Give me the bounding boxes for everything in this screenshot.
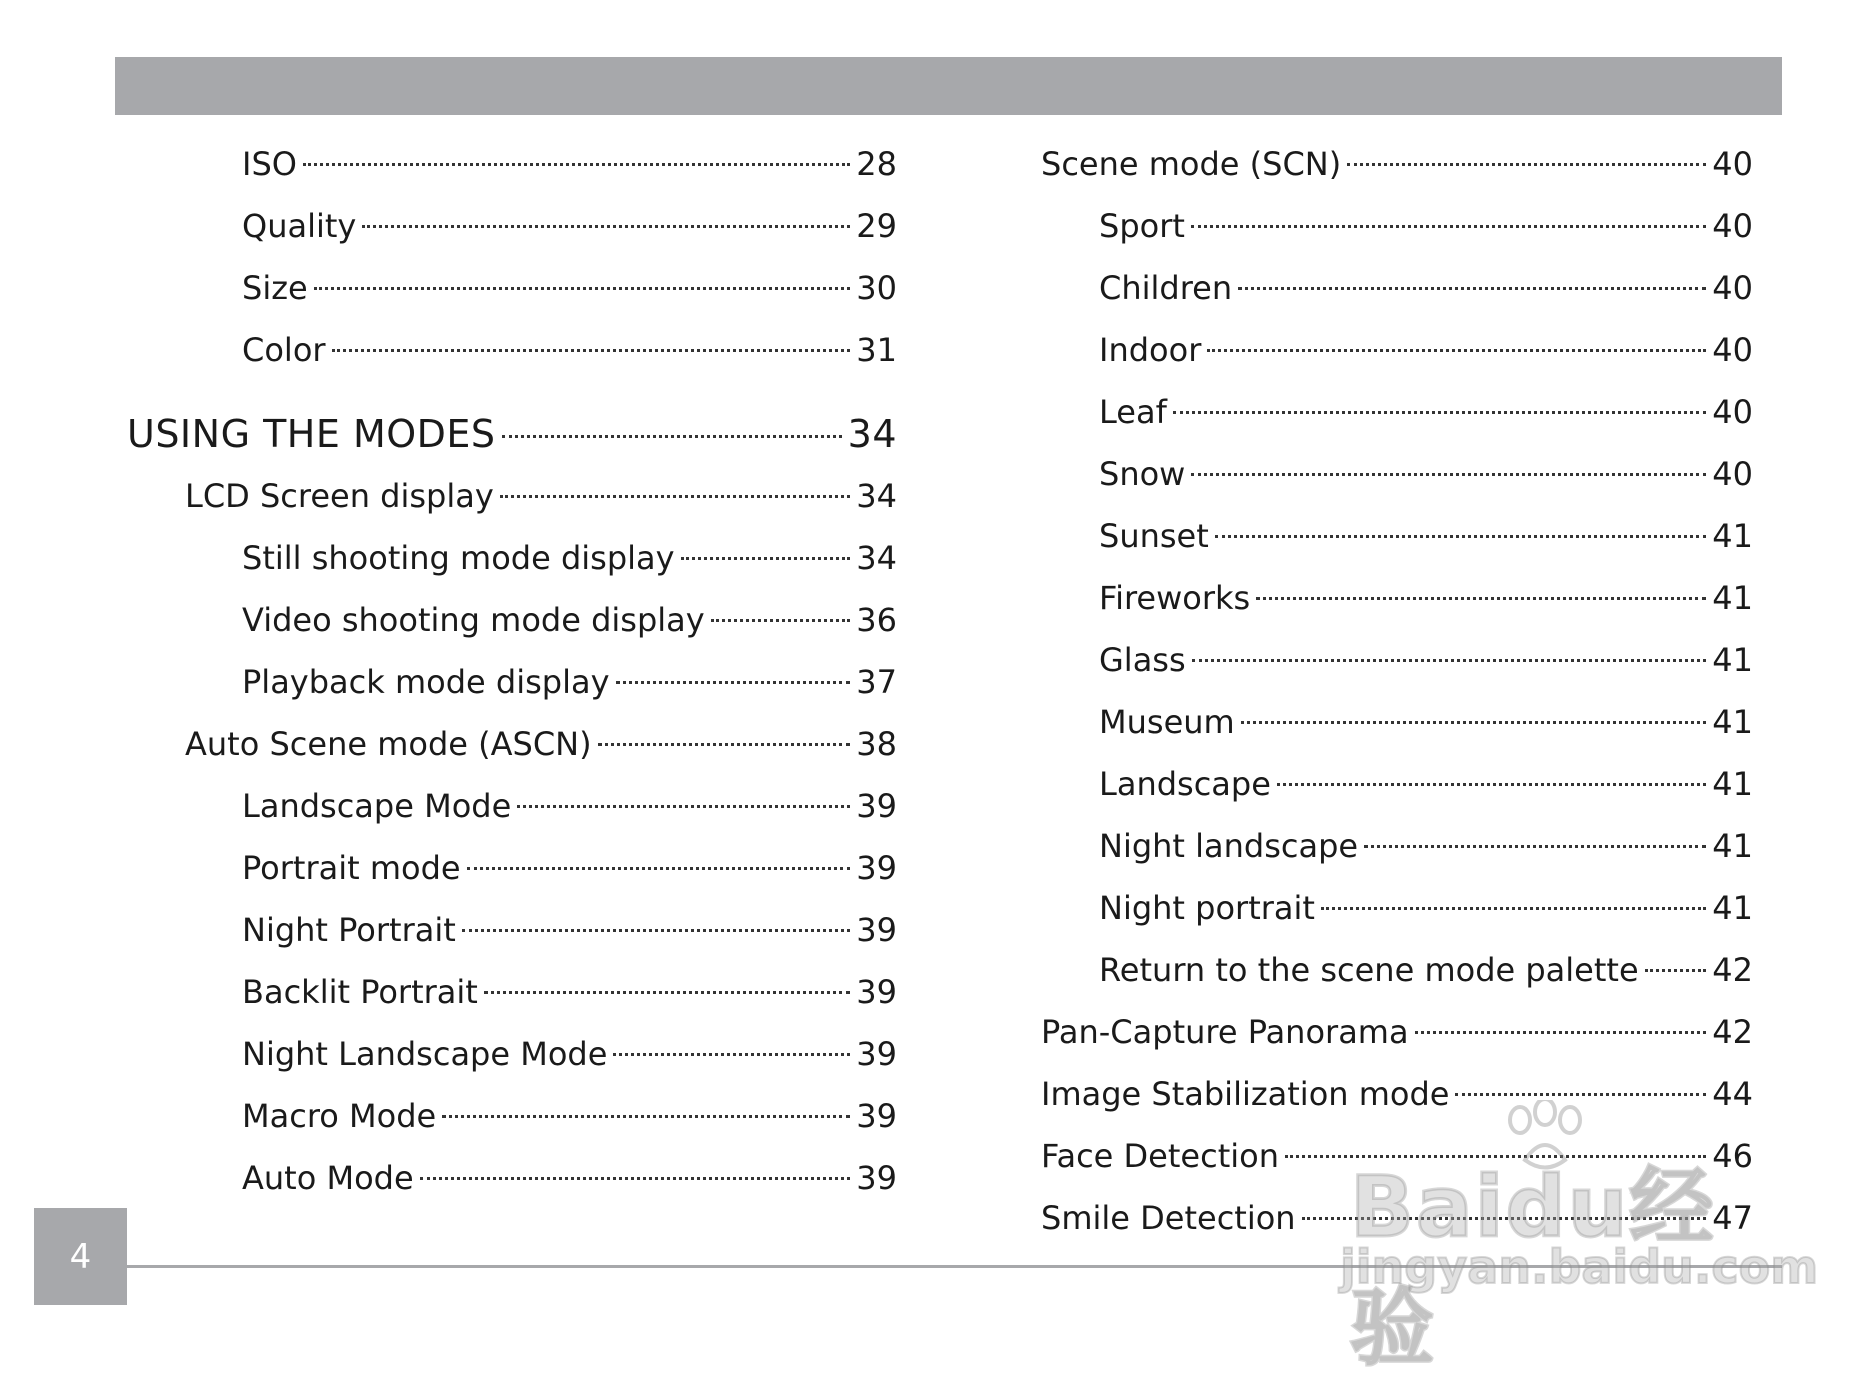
- toc-entry[interactable]: [127, 906, 897, 968]
- toc-entry-label: Leaf: [1099, 393, 1167, 431]
- toc-entry-label: Auto Scene mode (ASCN): [185, 725, 592, 763]
- toc-dot-leader: [1207, 349, 1706, 352]
- toc-dot-leader: [1302, 1217, 1707, 1220]
- toc-section-heading[interactable]: [127, 406, 897, 472]
- toc-entry[interactable]: [1041, 760, 1753, 822]
- toc-entry-label: USING THE MODES: [127, 412, 496, 456]
- toc-entry-page: 39: [856, 787, 897, 825]
- toc-entry-page: 38: [856, 725, 897, 763]
- toc-entry[interactable]: [1041, 140, 1753, 202]
- toc-dot-leader: [681, 557, 851, 560]
- toc-entry-label: Backlit Portrait: [242, 973, 478, 1011]
- toc-entry-page: 40: [1712, 393, 1753, 431]
- toc-entry[interactable]: [127, 1092, 897, 1154]
- toc-entry-page: 41: [1712, 765, 1753, 803]
- toc-entry-label: Night Portrait: [242, 911, 456, 949]
- toc-entry[interactable]: [1041, 574, 1753, 636]
- toc-dot-leader: [1347, 163, 1706, 166]
- toc-dot-leader: [1455, 1093, 1706, 1096]
- toc-dot-leader: [598, 743, 851, 746]
- toc-right-column: [1041, 140, 1753, 1256]
- toc-entry[interactable]: [1041, 1194, 1753, 1256]
- toc-entry-label: Return to the scene mode palette: [1099, 951, 1639, 989]
- toc-dot-leader: [517, 805, 850, 808]
- toc-entry-label: Face Detection: [1041, 1137, 1279, 1175]
- toc-dot-leader: [462, 929, 851, 932]
- toc-entry-label: Macro Mode: [242, 1097, 437, 1135]
- toc-entry-page: 40: [1712, 207, 1753, 245]
- toc-entry-label: Still shooting mode display: [242, 539, 675, 577]
- toc-entry-label: Scene mode (SCN): [1041, 145, 1342, 183]
- toc-dot-leader: [362, 225, 850, 228]
- toc-entry[interactable]: [127, 264, 897, 326]
- toc-dot-leader: [442, 1115, 850, 1118]
- toc-dot-leader: [314, 287, 851, 290]
- toc-dot-leader: [1285, 1155, 1706, 1158]
- toc-entry-label: Fireworks: [1099, 579, 1251, 617]
- toc-left-column: [127, 140, 897, 1216]
- toc-dot-leader: [1415, 1031, 1707, 1034]
- toc-entry-page: 41: [1712, 641, 1753, 679]
- toc-entry[interactable]: [127, 472, 897, 534]
- footer-rule: [127, 1265, 1782, 1268]
- toc-entry[interactable]: [1041, 698, 1753, 760]
- toc-entry-page: 44: [1712, 1075, 1753, 1113]
- toc-entry-label: Portrait mode: [242, 849, 461, 887]
- toc-entry-page: 40: [1712, 145, 1753, 183]
- toc-entry[interactable]: [1041, 450, 1753, 512]
- toc-entry[interactable]: [127, 658, 897, 720]
- toc-entry-page: 39: [856, 849, 897, 887]
- watermark-main-text: Baidu经验: [1350, 1158, 1716, 1377]
- toc-dot-leader: [1277, 783, 1706, 786]
- toc-entry-label: Sunset: [1099, 517, 1209, 555]
- toc-entry[interactable]: [1041, 388, 1753, 450]
- toc-dot-leader: [616, 681, 851, 684]
- toc-entry-label: Quality: [242, 207, 357, 245]
- toc-entry[interactable]: [127, 1154, 897, 1216]
- toc-entry[interactable]: [127, 596, 897, 658]
- toc-entry-label: Pan-Capture Panorama: [1041, 1013, 1409, 1051]
- toc-entry-label: Smile Detection: [1041, 1199, 1296, 1237]
- toc-entry-page: 41: [1712, 827, 1753, 865]
- toc-entry-label: Image Stabilization mode: [1041, 1075, 1450, 1113]
- toc-entry-page: 39: [856, 911, 897, 949]
- toc-entry-label: Night landscape: [1099, 827, 1359, 865]
- toc-dot-leader: [1191, 473, 1706, 476]
- header-bar: [115, 57, 1782, 115]
- toc-dot-leader: [467, 867, 851, 870]
- toc-dot-leader: [1192, 659, 1707, 662]
- toc-entry[interactable]: [127, 140, 897, 202]
- toc-dot-leader: [1191, 225, 1706, 228]
- toc-entry-label: Night portrait: [1099, 889, 1315, 927]
- toc-entry-page: 36: [856, 601, 897, 639]
- toc-entry-label: Snow: [1099, 455, 1186, 493]
- toc-entry-label: Color: [242, 331, 326, 369]
- toc-entry-label: ISO: [242, 145, 297, 183]
- toc-entry-page: 34: [856, 539, 897, 577]
- toc-entry-page: 30: [856, 269, 897, 307]
- toc-entry[interactable]: [127, 1030, 897, 1092]
- toc-entry[interactable]: [127, 326, 897, 388]
- toc-entry[interactable]: [127, 782, 897, 844]
- toc-dot-leader: [1645, 969, 1707, 972]
- toc-entry[interactable]: [127, 968, 897, 1030]
- toc-entry-page: 41: [1712, 579, 1753, 617]
- toc-entry-label: Landscape: [1099, 765, 1271, 803]
- toc-entry-label: Indoor: [1099, 331, 1202, 369]
- toc-entry[interactable]: [1041, 1070, 1753, 1132]
- toc-entry-label: Museum: [1099, 703, 1235, 741]
- toc-entry[interactable]: [1041, 1008, 1753, 1070]
- toc-entry-page: 31: [856, 331, 897, 369]
- toc-entry-label: Night Landscape Mode: [242, 1035, 608, 1073]
- toc-entry[interactable]: [1041, 946, 1753, 1008]
- toc-entry[interactable]: [1041, 1132, 1753, 1194]
- toc-entry-label: Size: [242, 269, 308, 307]
- toc-entry-page: 39: [856, 1159, 897, 1197]
- toc-dot-leader: [484, 991, 850, 994]
- toc-dot-leader: [500, 495, 850, 498]
- toc-entry-page: 40: [1712, 455, 1753, 493]
- toc-entry-label: Video shooting mode display: [242, 601, 705, 639]
- toc-entry-page: 29: [856, 207, 897, 245]
- toc-dot-leader: [332, 349, 851, 352]
- toc-entry[interactable]: [127, 720, 897, 782]
- toc-entry[interactable]: [1041, 264, 1753, 326]
- toc-entry-page: 41: [1712, 703, 1753, 741]
- toc-entry[interactable]: [1041, 884, 1753, 946]
- toc-dot-leader: [1321, 907, 1706, 910]
- toc-dot-leader: [711, 619, 851, 622]
- toc-dot-leader: [1173, 411, 1706, 414]
- toc-entry-page: 42: [1712, 951, 1753, 989]
- toc-entry-page: 39: [856, 973, 897, 1011]
- toc-entry-page: 41: [1712, 889, 1753, 927]
- toc-entry[interactable]: [1041, 202, 1753, 264]
- watermark-sub-text: jingyan.baidu.com: [1340, 1240, 1819, 1294]
- toc-dot-leader: [1241, 721, 1707, 724]
- toc-dot-leader: [1215, 535, 1707, 538]
- toc-entry-label: Auto Mode: [242, 1159, 414, 1197]
- toc-entry-label: Playback mode display: [242, 663, 610, 701]
- toc-entry[interactable]: [1041, 326, 1753, 388]
- toc-entry-page: 40: [1712, 269, 1753, 307]
- page-number: 4: [34, 1208, 127, 1305]
- toc-entry-label: Children: [1099, 269, 1233, 307]
- toc-entry[interactable]: [127, 844, 897, 906]
- toc-entry-page: 41: [1712, 517, 1753, 555]
- toc-dot-leader: [1364, 845, 1706, 848]
- toc-dot-leader: [420, 1177, 851, 1180]
- toc-entry-page: 39: [856, 1035, 897, 1073]
- toc-entry[interactable]: [1041, 512, 1753, 574]
- toc-entry[interactable]: [127, 534, 897, 596]
- toc-entry[interactable]: [127, 202, 897, 264]
- toc-dot-leader: [1256, 597, 1706, 600]
- toc-dot-leader: [303, 163, 850, 166]
- toc-entry-page: 34: [856, 477, 897, 515]
- toc-entry-label: Glass: [1099, 641, 1186, 679]
- toc-entry-page: 46: [1712, 1137, 1753, 1175]
- toc-entry[interactable]: [1041, 636, 1753, 698]
- toc-entry-page: 37: [856, 663, 897, 701]
- toc-entry-page: 34: [847, 412, 897, 456]
- toc-dot-leader: [1238, 287, 1706, 290]
- toc-entry-page: 28: [856, 145, 897, 183]
- toc-dot-leader: [613, 1053, 850, 1056]
- toc-entry-label: Landscape Mode: [242, 787, 512, 825]
- toc-entry-page: 42: [1712, 1013, 1753, 1051]
- toc-entry-page: 39: [856, 1097, 897, 1135]
- toc-entry[interactable]: [1041, 822, 1753, 884]
- toc-dot-leader: [502, 435, 842, 438]
- toc-entry-page: 47: [1712, 1199, 1753, 1237]
- toc-entry-label: Sport: [1099, 207, 1185, 245]
- toc-entry-label: LCD Screen display: [185, 477, 494, 515]
- toc-entry-page: 40: [1712, 331, 1753, 369]
